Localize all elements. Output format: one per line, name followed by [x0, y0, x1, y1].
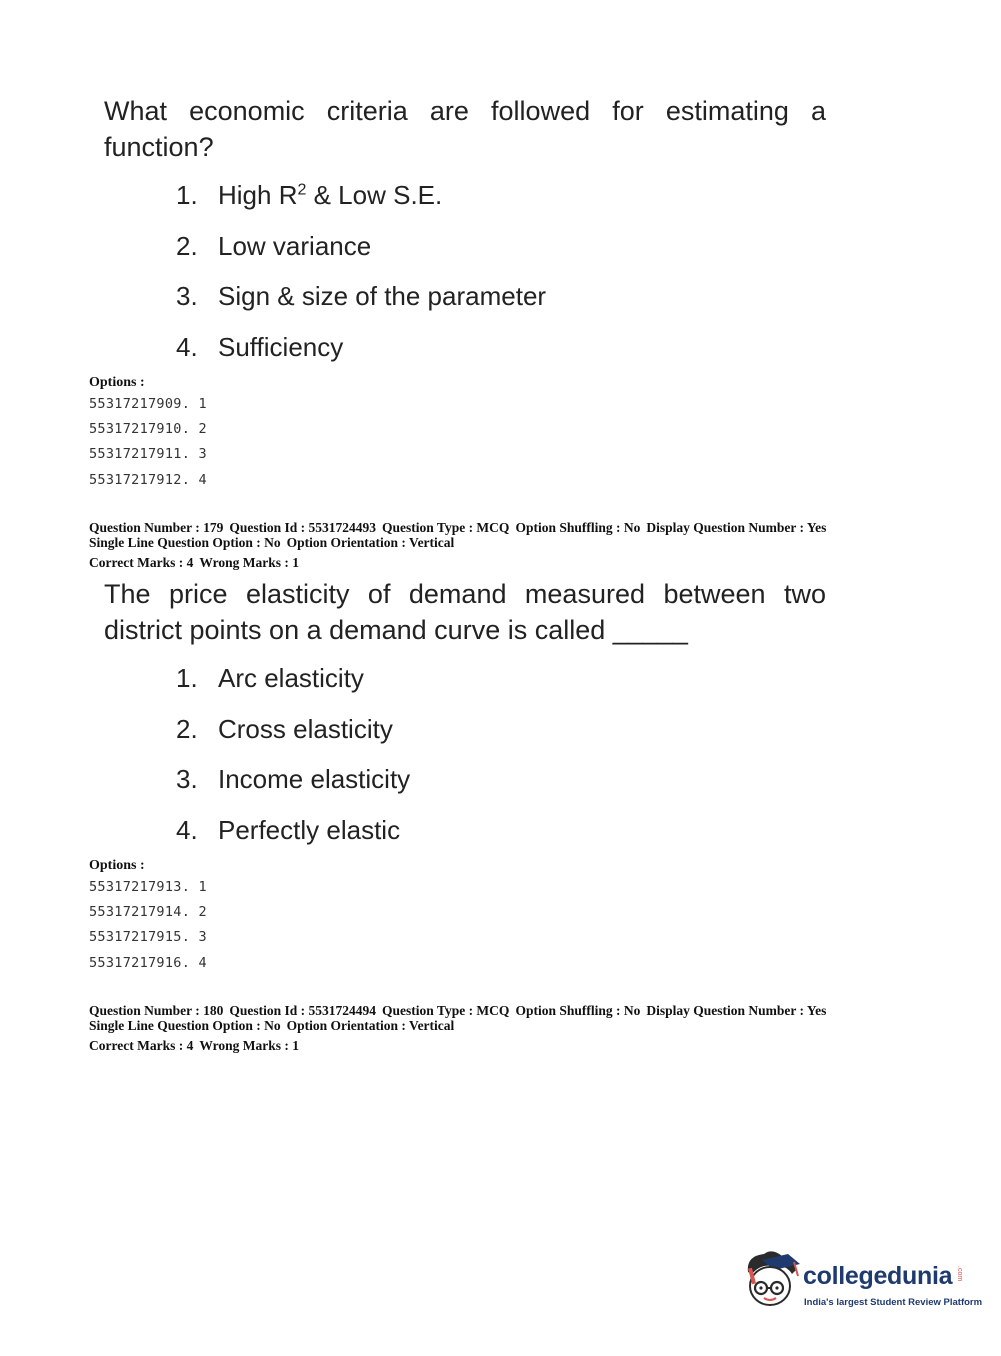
marks-info: Correct Marks : 4 Wrong Marks : 1: [89, 1038, 299, 1053]
option-id: 55317217912. 4: [89, 472, 207, 488]
option-id: 55317217913. 1: [89, 879, 207, 895]
option-id: 55317217910. 2: [89, 421, 207, 437]
question-meta: Question Number : 179 Question Id : 5531724493 Question Type : MCQ Option Shuffling : No Display Question Number : Yes Single Line Question Option : No Option Orientation : Vertical: [89, 520, 827, 550]
question-text: What economic criteria are followed for estimating a function?: [104, 96, 826, 162]
choice-item: 1. Arc elasticity: [176, 663, 364, 693]
choice-item: 2. Cross elasticity: [176, 714, 393, 744]
choice-item: 4. Sufficiency: [176, 332, 344, 362]
option-id: 55317217914. 2: [89, 904, 207, 920]
question-text: The price elasticity of demand measured between two district points on a demand curve is called _____: [104, 579, 826, 645]
collegedunia-logo: [742, 1250, 983, 1314]
choice-item: 3. Income elasticity: [176, 764, 411, 794]
logo-tagline: India's largest Student Review Platform: [804, 1297, 983, 1308]
option-id: 55317217909. 1: [89, 396, 207, 412]
choice-item: 4. Perfectly elastic: [176, 815, 401, 845]
question-meta: Question Number : 180 Question Id : 5531724494 Question Type : MCQ Option Shuffling : No Display Question Number : Yes Single Line Question Option : No Option Orientation : Vertical: [89, 1003, 827, 1033]
choice-item: 3. Sign & size of the parameter: [176, 281, 547, 311]
logo-wordmark: collegedunia: [803, 1262, 953, 1290]
mascot-icon: [742, 1250, 802, 1314]
choice-item: 1. High $R^2$ & Low S.E.: [176, 180, 443, 210]
options-label: Options :: [89, 858, 145, 873]
option-id: 55317217911. 3: [89, 446, 207, 462]
logo-com: .com: [956, 1266, 963, 1282]
option-id: 55317217916. 4: [89, 955, 207, 971]
options-label: Options :: [89, 375, 145, 390]
marks-info: Correct Marks : 4 Wrong Marks : 1: [89, 555, 299, 570]
option-id: 55317217915. 3: [89, 929, 207, 945]
choice-item: 2. Low variance: [176, 231, 372, 261]
